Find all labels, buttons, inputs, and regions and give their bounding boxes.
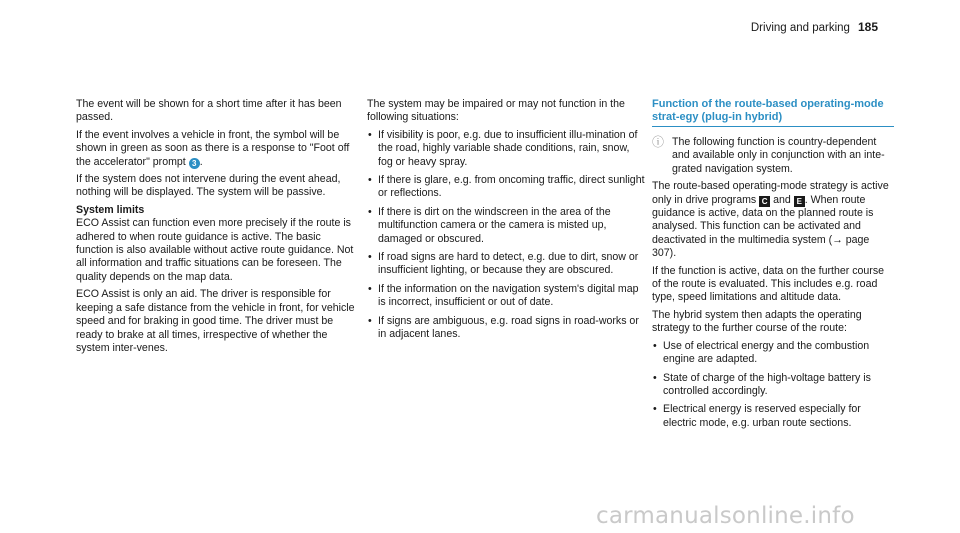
paragraph-text: and [770, 193, 794, 206]
list-item: • Electrical energy is reserved especially for electric mode, e.g. urban route sections. [652, 403, 894, 430]
watermark: carmanualsonline.info [596, 503, 855, 529]
drive-program-e-icon: E [794, 196, 805, 207]
prompt-number-badge: 3 [189, 158, 200, 169]
paragraph: ECO Assist is only an aid. The driver is responsible for keeping a safe distance from the vehicle in front, for vehicle speed and for braking in good time. The driver must be ready to brake at all times, irrespective of whether the system inter-venes. [76, 288, 355, 354]
column-2 [367, 98, 647, 347]
subheading-system-limits: System limits [76, 203, 145, 216]
drive-program-c-icon: C [759, 196, 770, 207]
limitations-list [367, 129, 647, 342]
list-item: • If the information on the navigation system's digital map is incorrect, insufficient or out of date. [367, 283, 647, 310]
paragraph-text: . When route guidance is active, data on the planned route is analysed. This function can be activated and deactivated in the multimedia system (→ page 307). [652, 193, 874, 260]
paragraph: If the system does not intervene during the event ahead, nothing will be displayed. The system will be passive. [76, 173, 341, 199]
column-3 [652, 98, 894, 435]
paragraph: The hybrid system then adapts the operating strategy to the further course of the route: [652, 308, 862, 335]
paragraph [652, 180, 894, 260]
strategy-list [652, 340, 894, 430]
paragraph: The event will be shown for a short time after it has been passed. [76, 98, 342, 124]
note-text: The following function is country-dependent and available only in conjunction with an inte-grated navigation system. [672, 136, 885, 175]
list-item: • Use of electrical energy and the combustion engine are adapted. [652, 340, 894, 367]
page-header [751, 20, 878, 34]
list-item: • State of charge of the high-voltage battery is controlled accordingly. [652, 372, 894, 399]
paragraph: If the function is active, data on the further course of the route is evaluated. This includes e.g. road type, speed limitations and altitude data. [652, 264, 885, 304]
paragraph-text: The route-based operating-mode strategy is active only in drive programs [652, 180, 889, 206]
list-item: • If there is glare, e.g. from oncoming traffic, direct sunlight or reflections. [367, 174, 647, 201]
list-item: • If there is dirt on the windscreen in the area of the multifunction camera or the camera is misted up, damaged or obscured. [367, 206, 647, 246]
paragraph: The system may be impaired or may not function in the following situations: [367, 98, 625, 124]
paragraph-text: . [199, 155, 203, 168]
section-title: Driving and parking [750, 22, 850, 34]
info-icon: ⓘ [652, 135, 665, 149]
paragraph-text: If the event involves a vehicle in front, the symbol will be shown in green as soon as there is a response to "Foot off the accelerator" prompt [76, 128, 350, 168]
list-item: • If road signs are hard to detect, e.g. due to dirt, snow or insufficient lighting, or because they are obscured. [367, 251, 647, 278]
paragraph: ECO Assist can function even more precisely if the route is adhered to when route guidance is active. The basic function is also available without active route guidance. Not all information and traffic situations can be foreseen. The quality depends on the map data. [76, 217, 354, 283]
column-1 [76, 98, 358, 359]
list-item: • If signs are ambiguous, e.g. road signs in road-works or in adjacent lanes. [367, 315, 647, 342]
page-number: 185 [857, 20, 878, 34]
paragraph [76, 129, 358, 169]
info-note [652, 136, 894, 176]
list-item: • If visibility is poor, e.g. due to insufficient illu-mination of the road, highly variable shade conditions, rain, snow, fog or heavy spray. [367, 129, 647, 169]
section-heading: Function of the route-based operating-mode strat-egy (plug-in hybrid) [652, 98, 894, 127]
